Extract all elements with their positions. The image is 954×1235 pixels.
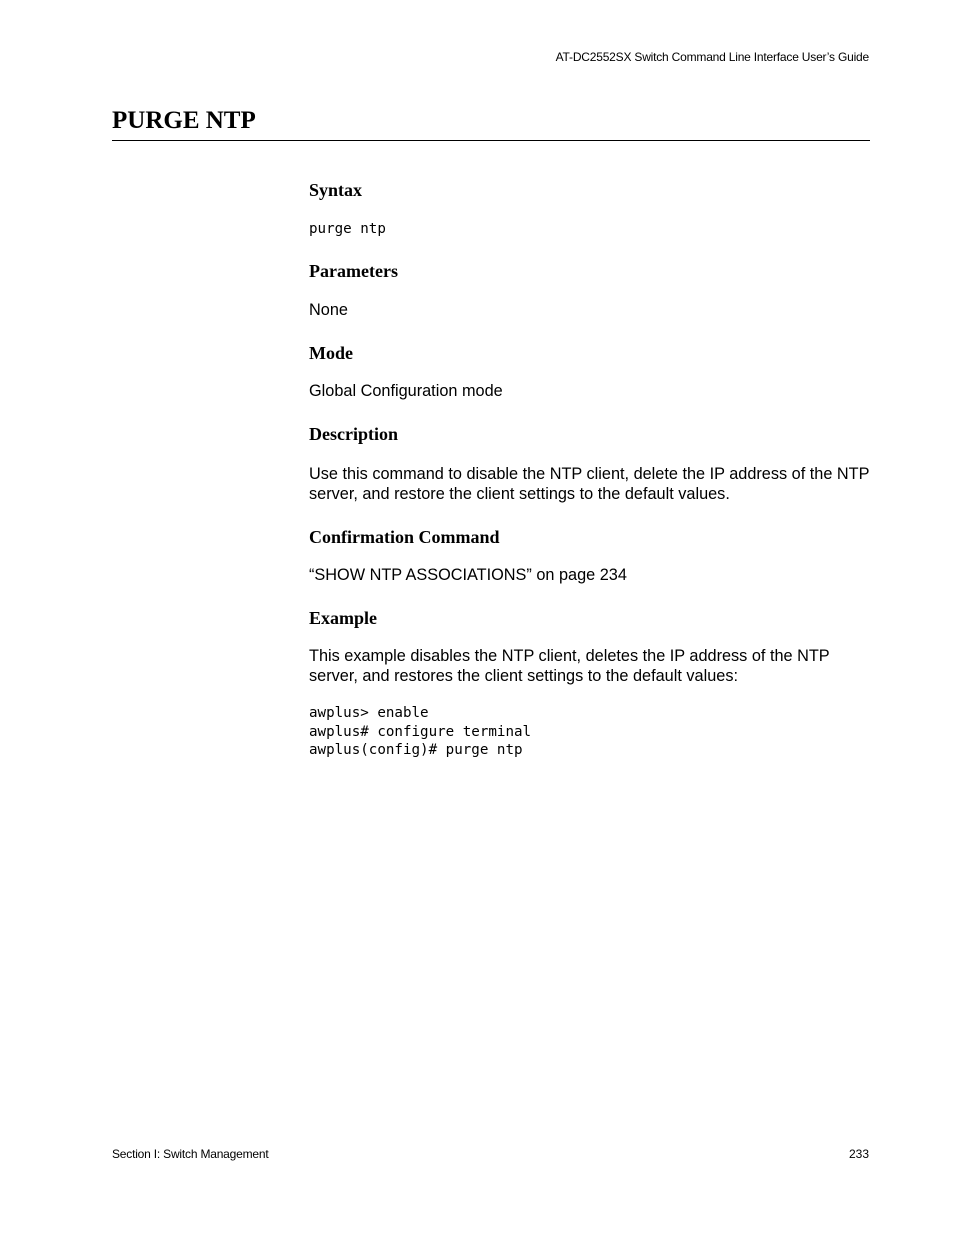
running-header: AT-DC2552SX Switch Command Line Interface User’s Guide (555, 50, 869, 64)
description-heading: Description (309, 424, 398, 444)
mode-heading: Mode (309, 343, 353, 363)
mode-text: Global Configuration mode (309, 382, 503, 400)
description-text: Use this command to disable the NTP client, delete the IP address of the NTP server, and restore the client settings to the default values. (309, 465, 870, 503)
example-text: This example disables the NTP client, deletes the IP address of the NTP server, and restores the client settings to the default values: (309, 647, 830, 685)
code-line: awplus(config)# purge ntp (309, 742, 523, 758)
page-title: PURGE NTP (112, 107, 256, 134)
syntax-heading: Syntax (309, 180, 363, 200)
footer-section-label: Section I: Switch Management (112, 1147, 269, 1161)
confirmation-link[interactable]: “SHOW NTP ASSOCIATIONS” on page 234 (309, 566, 627, 584)
page-number: 233 (848, 1147, 869, 1161)
parameters-heading: Parameters (309, 261, 398, 281)
title-divider (112, 140, 870, 141)
syntax-code: purge ntp (309, 221, 386, 237)
code-line: awplus> enable (309, 705, 429, 721)
parameters-text: None (309, 301, 348, 319)
code-line: awplus# configure terminal (309, 723, 532, 740)
confirmation-heading: Confirmation Command (309, 527, 500, 547)
example-heading: Example (309, 608, 378, 628)
